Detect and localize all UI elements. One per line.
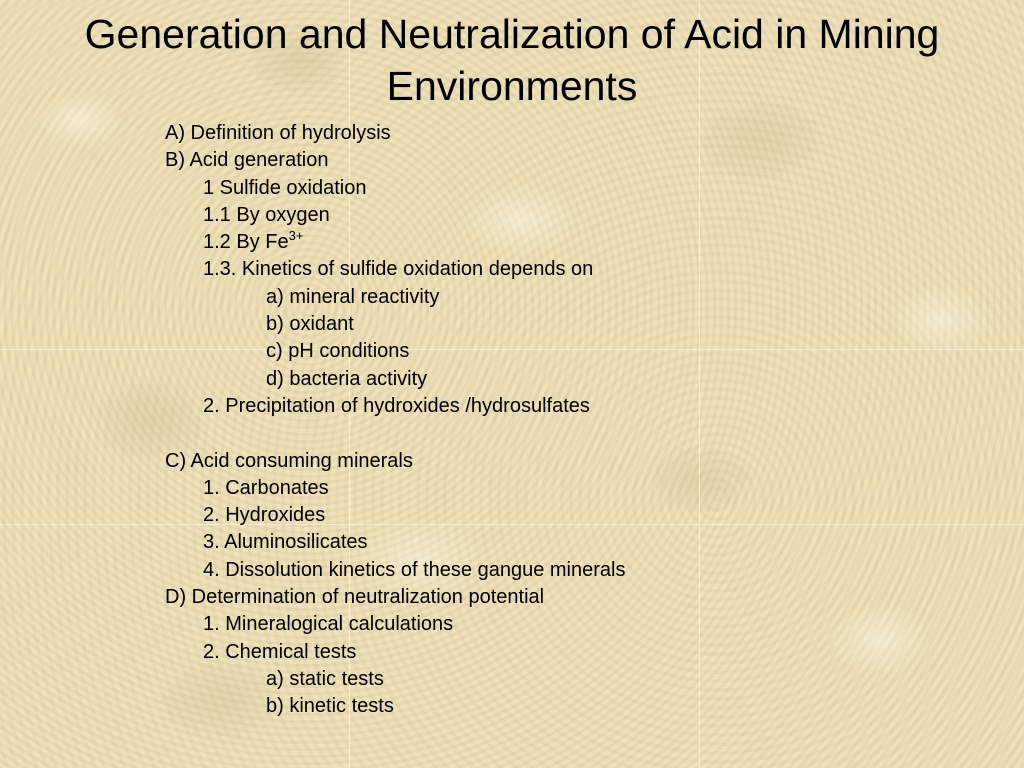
outline-item [165,557,865,584]
outline-item [165,693,865,720]
outline-item-text: 1. Mineralogical calculations [203,613,454,636]
outline-item [165,475,865,502]
superscript-charge: 3+ [288,228,304,244]
outline-item-text: 2. Chemical tests [203,640,357,663]
outline-item [165,284,865,311]
outline-item [165,448,865,475]
outline-item [165,611,865,638]
outline-item-text: 1.3. Kinetics of sulfide oxidation depends on [203,258,594,281]
outline-item [165,338,865,365]
outline-item-text: D) Determination of neutralization potential [165,586,545,609]
outline-spacer [165,420,865,447]
outline-item-text: A) Definition of hydrolysis [165,122,391,144]
outline-list [165,120,865,721]
outline-item [165,366,865,393]
outline-item-text: C) Acid consuming minerals [165,449,413,472]
outline-item-text: 1.2 By Fe [203,231,289,254]
outline-item-text: 2. Precipitation of hydroxides /hydrosulfates [203,394,590,417]
outline-item [165,311,865,338]
outline-item [165,639,865,666]
outline-item-text: 1. Carbonates [203,476,329,499]
outline-item [165,256,865,283]
outline-item [165,175,865,202]
outline-item-text: 2. Hydroxides [203,504,326,527]
outline-item-text: b) kinetic tests [266,695,394,718]
outline-item [165,202,865,229]
outline-item-text: 1 Sulfide oxidation [203,176,367,199]
outline-item-text: B) Acid generation [165,149,329,172]
outline-item-text: c) pH conditions [266,340,410,363]
outline-item [165,229,865,256]
outline-item [165,502,865,529]
outline-item [165,120,865,147]
outline-item-text: d) bacteria activity [266,367,428,390]
outline-item [165,584,865,611]
outline-item-text: b) oxidant [266,313,354,336]
outline-item [165,529,865,556]
outline-item [165,147,865,174]
outline-item-text: 1.1 By oxygen [203,203,330,226]
outline-item-text: 4. Dissolution kinetics of these gangue minerals [203,558,626,581]
slide-title: Generation and Neutralization of Acid in Mining Environments [84,11,940,109]
outline-item-text: a) static tests [266,667,384,690]
outline-item [165,393,865,420]
outline-item-text: a) mineral reactivity [266,285,440,308]
outline-item [165,666,865,693]
outline-item-text: 3. Aluminosilicates [203,531,368,554]
